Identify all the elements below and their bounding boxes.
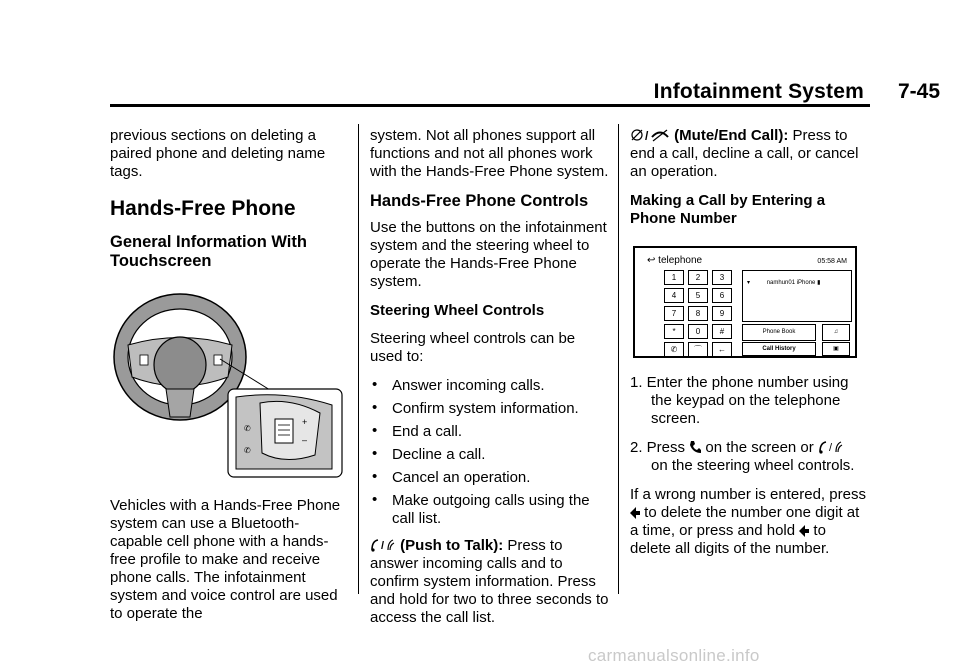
push-to-talk-label: (Push to Talk):: [400, 537, 504, 554]
list-item: • Confirm system information.: [370, 400, 610, 418]
number-display: [742, 270, 852, 322]
key: *: [664, 324, 684, 339]
column-3: [630, 127, 870, 569]
phone-book-button: Phone Book: [742, 324, 816, 341]
key: 5: [688, 288, 708, 303]
key: #: [712, 324, 732, 339]
telephone-screen-illustration: [633, 246, 857, 358]
key: 6: [712, 288, 732, 303]
wrong-number-text-c: to delete all digits of the number.: [630, 522, 830, 557]
step-2-text-b: on the screen or: [701, 439, 818, 456]
bullet-list: [370, 377, 610, 528]
svg-text:/: /: [828, 442, 832, 454]
screen-title: ↩ telephone: [647, 255, 703, 266]
mute-paragraph: [630, 127, 870, 181]
key: 7: [664, 306, 684, 321]
subheading-making-call: Making a Call by Entering a Phone Number: [630, 192, 826, 227]
svg-text:/: /: [645, 129, 649, 142]
list-item: • End a call.: [370, 423, 610, 441]
end-call-key-icon: ⌒: [688, 342, 708, 357]
mute-end-call-icon: [630, 128, 670, 142]
svg-text:+: +: [302, 417, 308, 427]
key: 2: [688, 270, 708, 285]
call-history-button: Call History: [742, 342, 816, 356]
heading-controls: Hands-Free Phone Controls: [370, 192, 589, 210]
header-rule: [110, 104, 870, 107]
svg-text:✆: ✆: [244, 424, 251, 433]
push-to-talk-icon: [818, 440, 844, 454]
step-2-text-a: 2. Press: [630, 439, 686, 456]
display-text: ▾ namhun01 iPhone ▮: [747, 280, 821, 286]
push-to-talk-text: Press to answer incoming calls and to confirm system information. Press and hold for two to three seconds to access the call list.: [370, 537, 609, 626]
steering-paragraph: Steering wheel controls can be used to:: [370, 330, 576, 365]
mute-text: Press to end a call, decline a call, or cancel an operation.: [630, 127, 859, 180]
wrong-number-paragraph: [630, 486, 870, 558]
continued-paragraph: system. Not all phones support all functions and not all phones work with the Hands-Free Phone system.: [370, 127, 609, 180]
step-2-text-c: on the steering wheel controls.: [651, 457, 855, 474]
key: 9: [712, 306, 732, 321]
steering-wheel-illustration: [110, 285, 350, 485]
call-key-icon: ✆: [664, 342, 684, 357]
page-number: 7-45: [897, 80, 940, 103]
list-item: • Cancel an operation.: [370, 469, 610, 487]
watermark: carmanualsonline.info: [588, 646, 760, 665]
key: 3: [712, 270, 732, 285]
wrong-number-text-b: to delete the number one digit at a time, or press and hold: [630, 504, 860, 539]
body-paragraph: Vehicles with a Hands-Free Phone system can use a Bluetooth-capable cell phone with a hands-free profile to make and receive phone calls. The infotainment system and voice control are used to operate the: [110, 497, 341, 622]
push-to-talk-icon: [370, 538, 396, 552]
list-item: • Answer incoming calls.: [370, 377, 610, 395]
voice-icon: ♫: [822, 324, 850, 341]
backspace-key-icon: ←: [712, 342, 732, 357]
wrong-number-text-a: If a wrong number is entered, press: [630, 486, 866, 503]
push-to-talk-paragraph: [370, 537, 610, 627]
key: 8: [688, 306, 708, 321]
handset-transfer-icon: ▣: [822, 342, 850, 356]
step-1: 1. Enter the phone number using the keypad on the telephone screen.: [630, 374, 849, 427]
key: 0: [688, 324, 708, 339]
mute-label: (Mute/End Call):: [674, 127, 789, 144]
column-2: [370, 127, 610, 638]
column-1: [110, 127, 350, 634]
list-item: • Decline a call.: [370, 446, 610, 464]
svg-text:✆: ✆: [244, 446, 251, 455]
controls-paragraph: Use the buttons on the infotainment system and the steering wheel to operate the Hands-Free Phone system.: [370, 219, 607, 290]
svg-text:–: –: [302, 435, 308, 445]
key: 1: [664, 270, 684, 285]
steps-list: [630, 374, 870, 475]
subheading-steering-wheel: Steering Wheel Controls: [370, 302, 545, 319]
intro-paragraph: previous sections on deleting a paired phone and deleting name tags.: [110, 127, 326, 180]
backspace-icon: [799, 525, 809, 537]
phone-icon: [689, 440, 701, 454]
column-divider: [618, 124, 619, 594]
screen-time: 05:58 AM: [817, 258, 847, 265]
column-divider: [358, 124, 359, 594]
back-icon: ↩: [647, 255, 656, 266]
heading-general-information: General Information With Touchscreen: [110, 233, 307, 270]
list-item: • Make outgoing calls using the call list.: [370, 492, 610, 528]
signal-icon: ▾: [747, 280, 751, 286]
backspace-icon: [630, 507, 640, 519]
step-2: [630, 439, 870, 475]
svg-text:/: /: [381, 540, 385, 552]
key: 4: [664, 288, 684, 303]
heading-hands-free-phone: Hands-Free Phone: [110, 197, 296, 220]
section-title: Infotainment System: [653, 80, 864, 103]
